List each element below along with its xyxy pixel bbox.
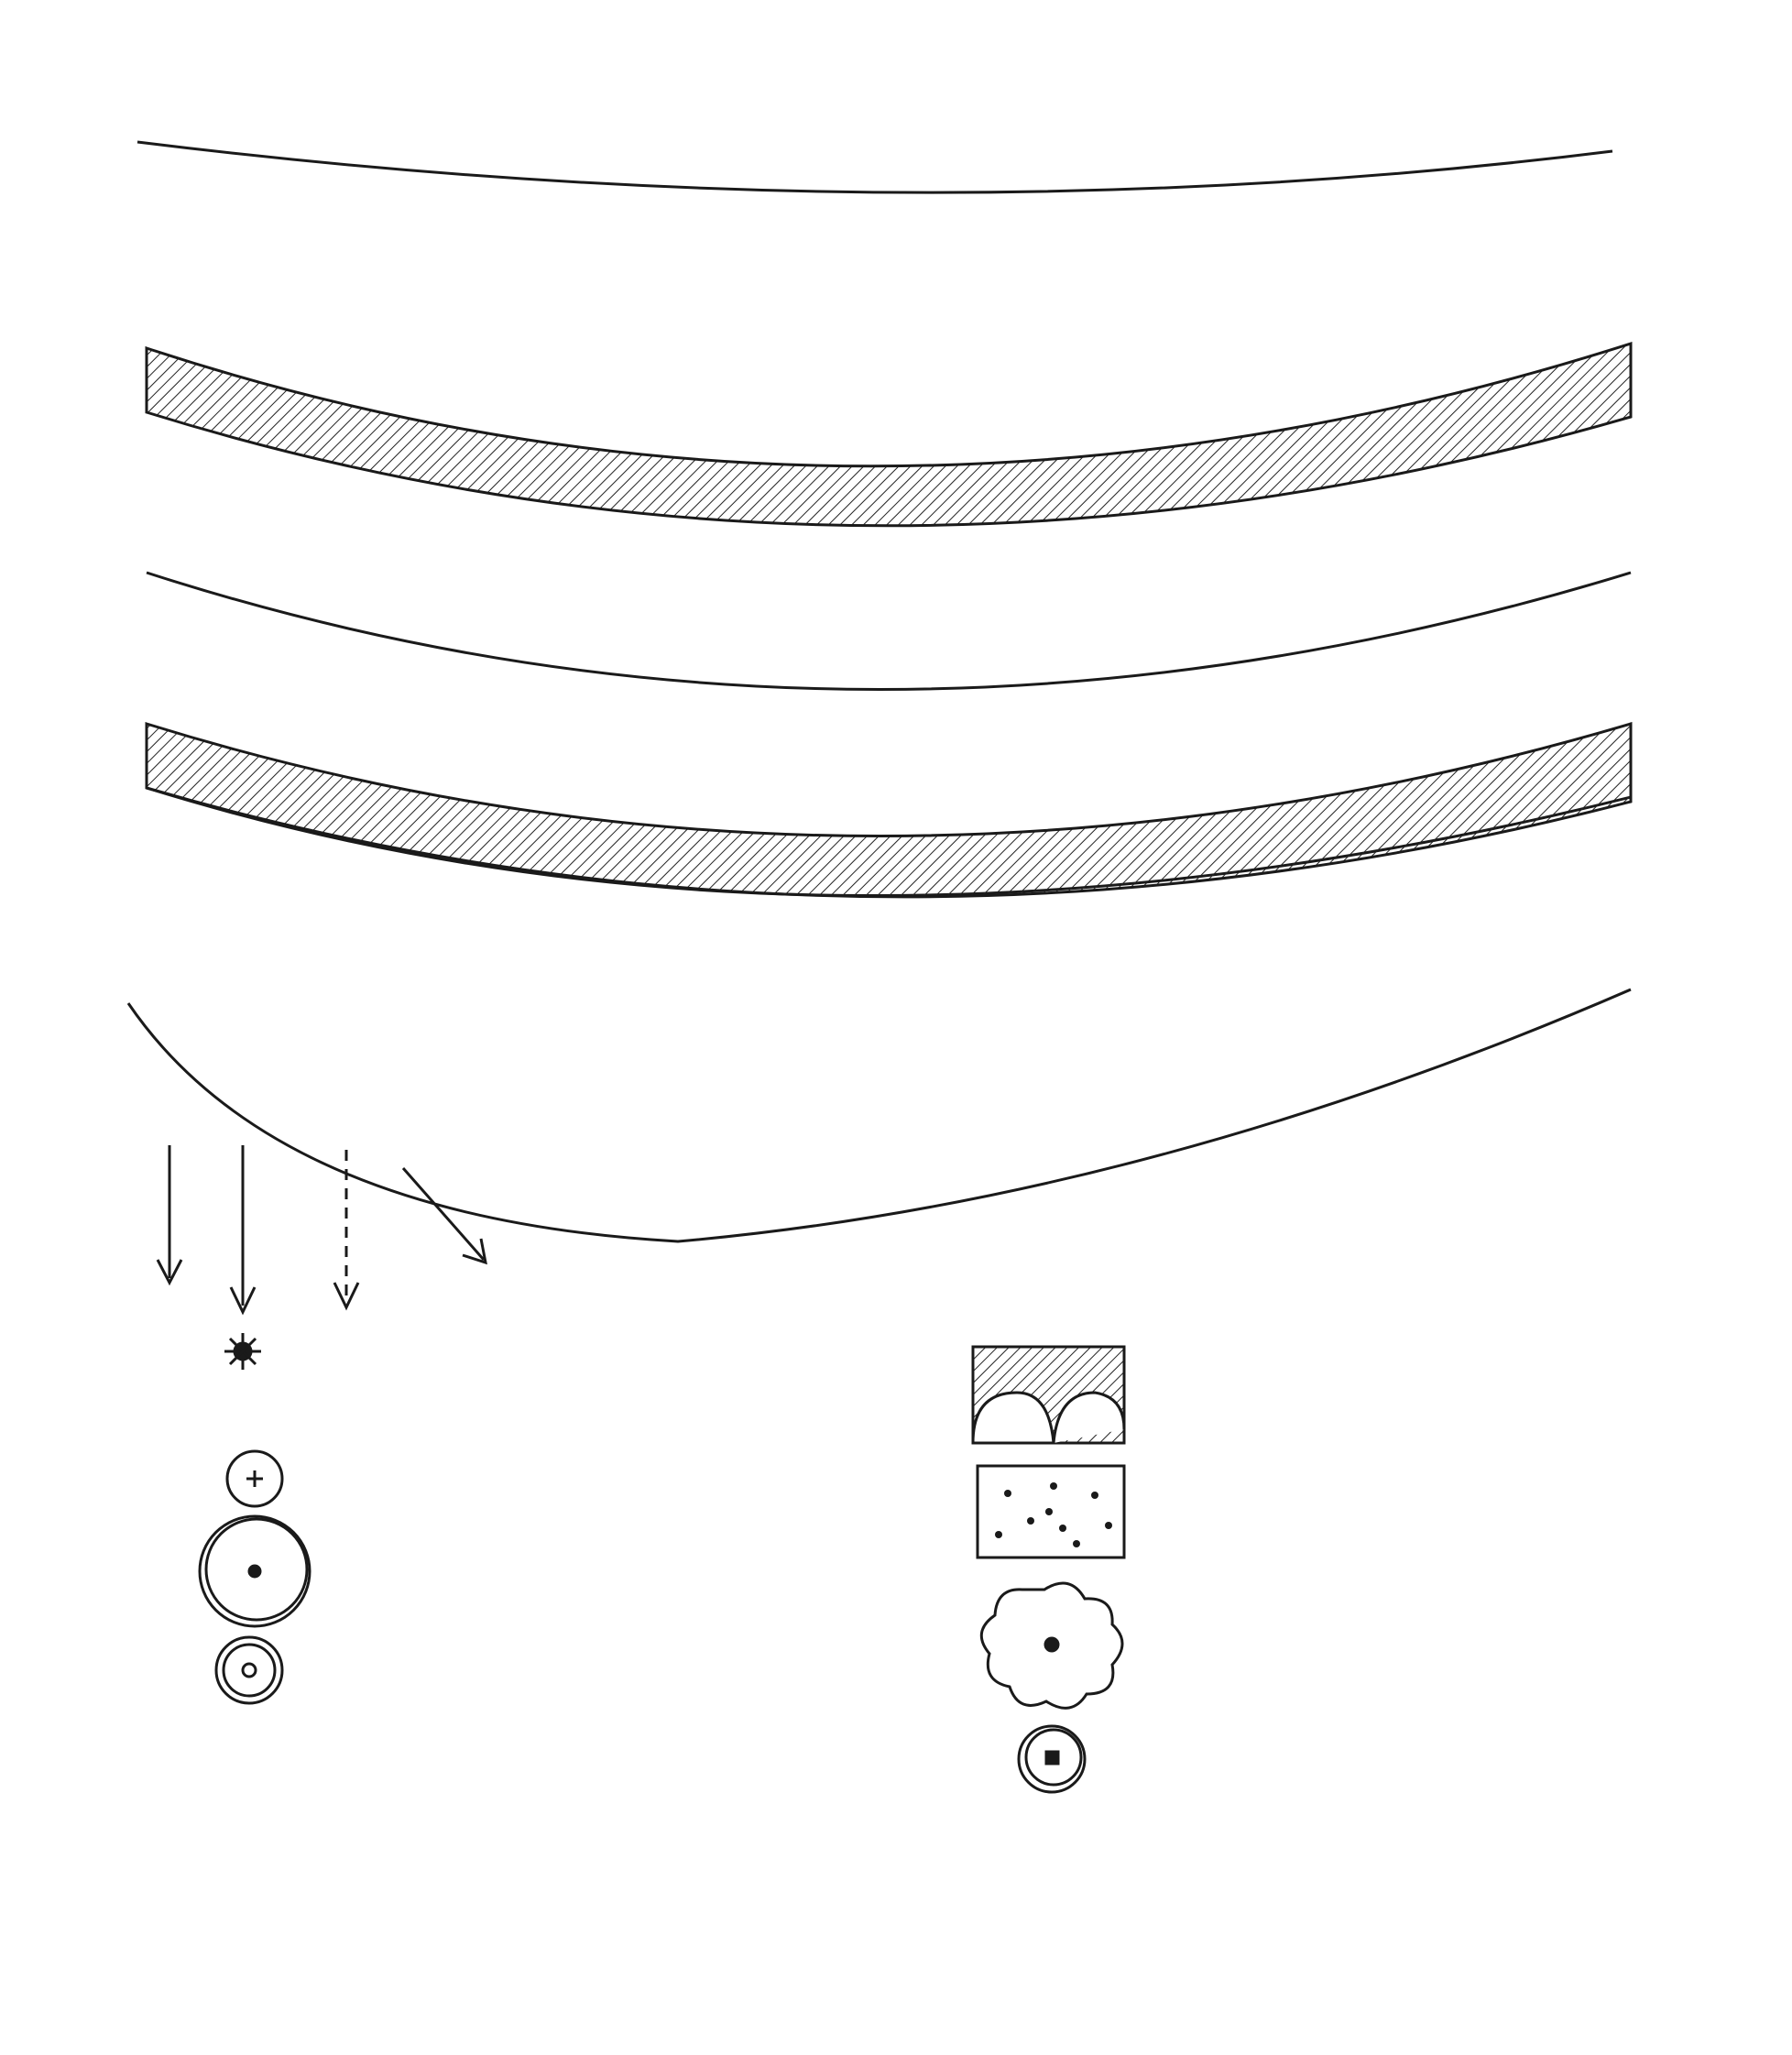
legend-chestnut-symbol — [981, 1583, 1122, 1708]
legend-hazel-symbol — [1019, 1726, 1085, 1792]
legend-shrub-symbol — [227, 1451, 282, 1506]
legend-fruit-tree-symbol — [200, 1516, 310, 1626]
slope-arrow-2 — [231, 1145, 255, 1312]
cold-wind-arrow — [403, 1168, 486, 1263]
legend-lower-tier-symbol — [973, 1347, 1124, 1443]
legend-crops-symbol — [978, 1466, 1124, 1558]
arrows — [158, 1145, 486, 1312]
field-outline — [128, 142, 1631, 1241]
hatched-row-lower — [147, 724, 1631, 897]
slope-arrow — [158, 1145, 181, 1283]
sun-star-icon — [224, 1333, 261, 1370]
legend-intermediate-symbol — [216, 1637, 282, 1703]
cold-air-arrow — [334, 1150, 358, 1307]
hatched-row-upper — [147, 344, 1631, 526]
